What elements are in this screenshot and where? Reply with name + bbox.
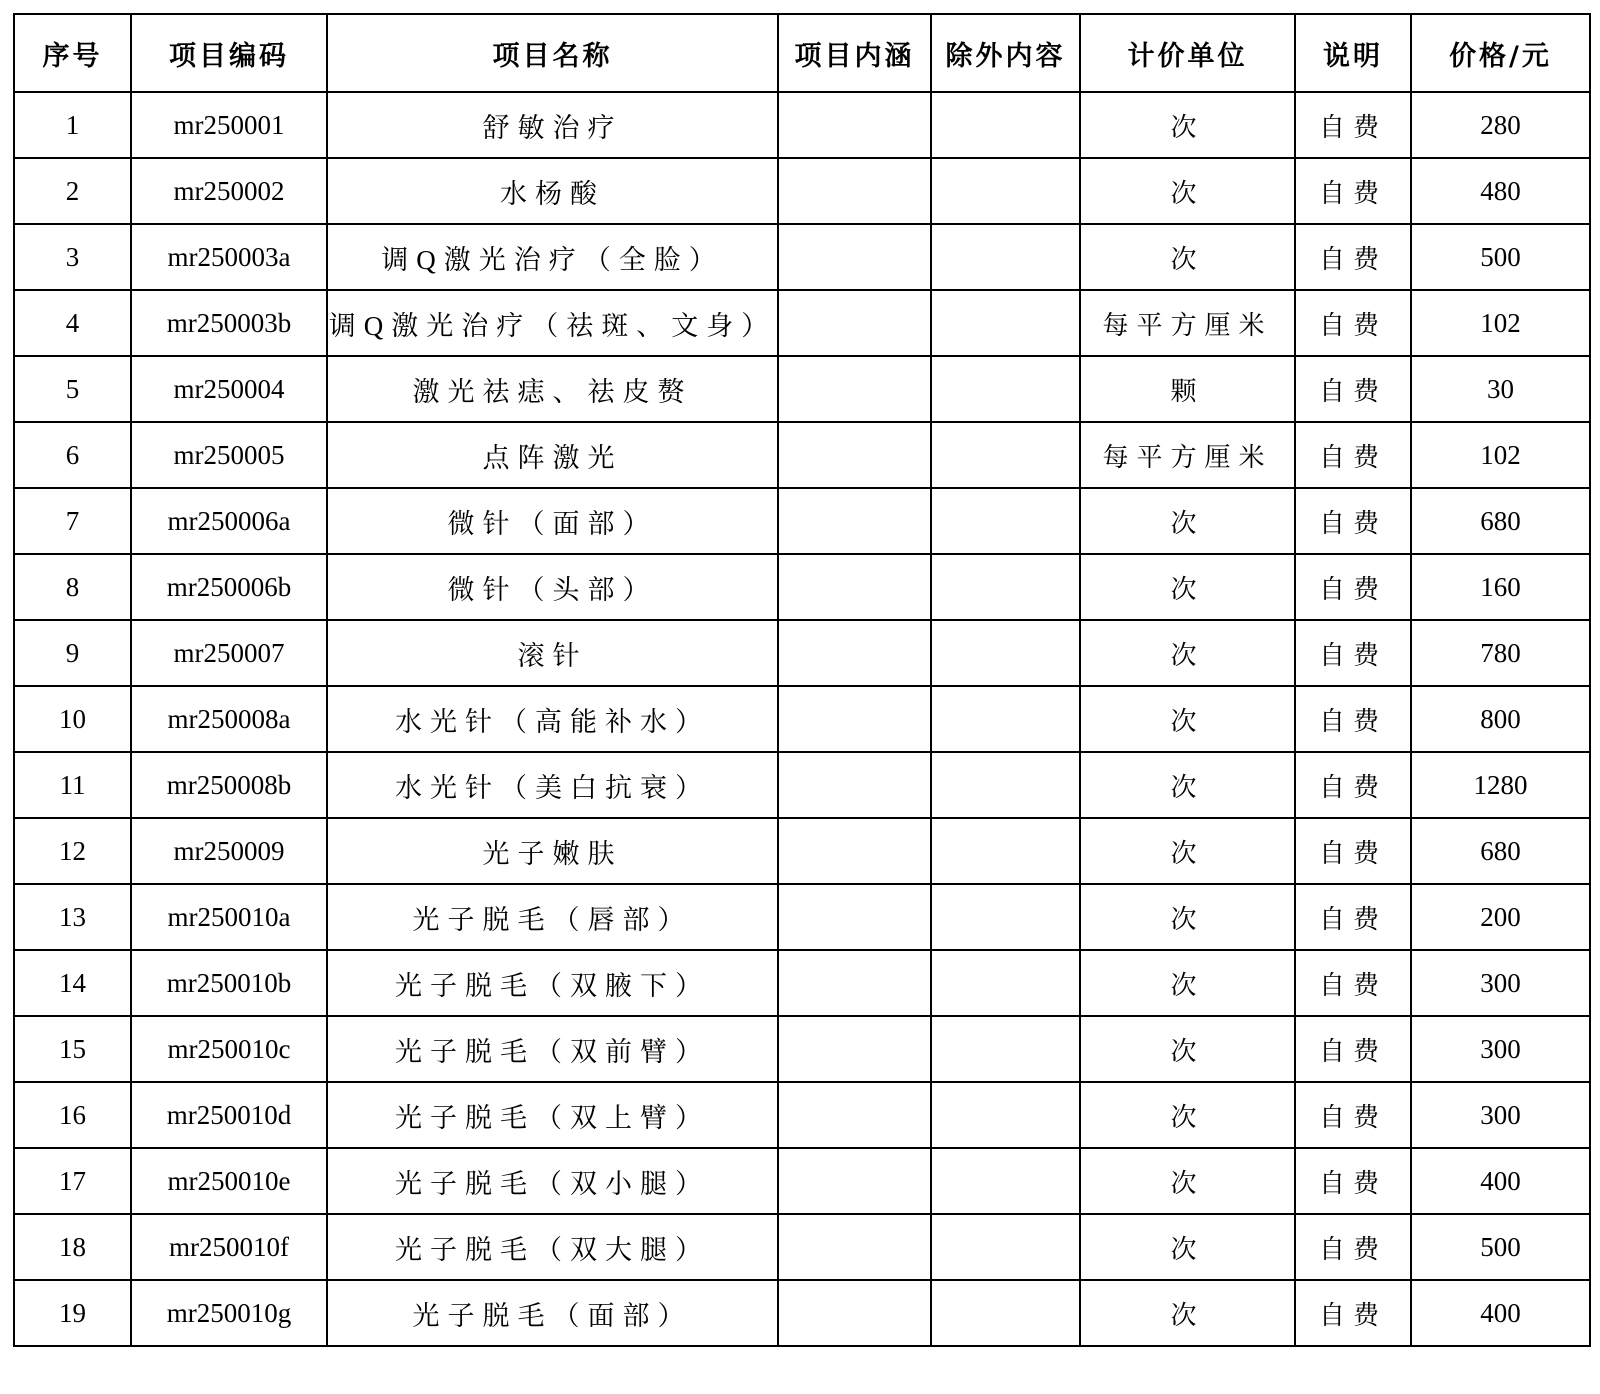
item-name-cell: 微针（头部）	[327, 554, 778, 620]
serial-number-cell: 16	[14, 1082, 131, 1148]
serial-number-cell: 8	[14, 554, 131, 620]
item-code-cell: mr250008a	[131, 686, 327, 752]
serial-number-cell: 19	[14, 1280, 131, 1346]
item-name-cell: 微针（面部）	[327, 488, 778, 554]
item-name-cell: 舒敏治疗	[327, 92, 778, 158]
table-row	[14, 620, 1590, 686]
table-row	[14, 1148, 1590, 1214]
note-cell: 自费	[1295, 92, 1411, 158]
excluded-content-cell	[931, 1148, 1080, 1214]
table-row	[14, 1280, 1590, 1346]
price-cell: 400	[1411, 1280, 1590, 1346]
price-table	[13, 13, 1591, 1347]
note-cell: 自费	[1295, 488, 1411, 554]
item-name-cell: 调Q激光治疗（全脸）	[327, 224, 778, 290]
item-name-cell: 激光祛痣、祛皮赘	[327, 356, 778, 422]
note-cell: 自费	[1295, 554, 1411, 620]
table-row	[14, 1016, 1590, 1082]
pricing-unit-cell: 次	[1080, 620, 1295, 686]
item-name-cell: 调Q激光治疗（祛斑、文身）	[327, 290, 778, 356]
serial-number-cell: 2	[14, 158, 131, 224]
header-serial-number: 序号	[14, 14, 131, 92]
table-row	[14, 158, 1590, 224]
pricing-unit-cell: 每平方厘米	[1080, 422, 1295, 488]
price-cell: 160	[1411, 554, 1590, 620]
item-content-cell	[778, 818, 931, 884]
header-note: 说明	[1295, 14, 1411, 92]
price-cell: 280	[1411, 92, 1590, 158]
item-content-cell	[778, 1148, 931, 1214]
excluded-content-cell	[931, 224, 1080, 290]
item-content-cell	[778, 1214, 931, 1280]
item-content-cell	[778, 686, 931, 752]
serial-number-cell: 15	[14, 1016, 131, 1082]
note-cell: 自费	[1295, 422, 1411, 488]
serial-number-cell: 3	[14, 224, 131, 290]
excluded-content-cell	[931, 1214, 1080, 1280]
item-content-cell	[778, 950, 931, 1016]
table-row	[14, 950, 1590, 1016]
serial-number-cell: 13	[14, 884, 131, 950]
serial-number-cell: 11	[14, 752, 131, 818]
pricing-unit-cell: 次	[1080, 818, 1295, 884]
table-row	[14, 92, 1590, 158]
price-cell: 300	[1411, 1016, 1590, 1082]
item-name-cell: 光子脱毛（双上臂）	[327, 1082, 778, 1148]
note-cell: 自费	[1295, 1082, 1411, 1148]
price-cell: 800	[1411, 686, 1590, 752]
item-code-cell: mr250001	[131, 92, 327, 158]
item-code-cell: mr250010a	[131, 884, 327, 950]
table-row	[14, 224, 1590, 290]
table-row	[14, 422, 1590, 488]
price-cell: 102	[1411, 290, 1590, 356]
note-cell: 自费	[1295, 1148, 1411, 1214]
item-code-cell: mr250002	[131, 158, 327, 224]
excluded-content-cell	[931, 1082, 1080, 1148]
item-content-cell	[778, 488, 931, 554]
item-code-cell: mr250010f	[131, 1214, 327, 1280]
item-name-cell: 光子脱毛（双前臂）	[327, 1016, 778, 1082]
item-content-cell	[778, 1016, 931, 1082]
price-cell: 500	[1411, 224, 1590, 290]
excluded-content-cell	[931, 422, 1080, 488]
note-cell: 自费	[1295, 752, 1411, 818]
item-code-cell: mr250010c	[131, 1016, 327, 1082]
note-cell: 自费	[1295, 950, 1411, 1016]
price-cell: 102	[1411, 422, 1590, 488]
excluded-content-cell	[931, 356, 1080, 422]
item-name-cell: 水光针（高能补水）	[327, 686, 778, 752]
note-cell: 自费	[1295, 356, 1411, 422]
table-row	[14, 884, 1590, 950]
excluded-content-cell	[931, 752, 1080, 818]
item-content-cell	[778, 422, 931, 488]
table-row	[14, 290, 1590, 356]
pricing-unit-cell: 次	[1080, 752, 1295, 818]
header-item-name: 项目名称	[327, 14, 778, 92]
table-row	[14, 752, 1590, 818]
pricing-unit-cell: 次	[1080, 686, 1295, 752]
item-content-cell	[778, 752, 931, 818]
price-cell: 500	[1411, 1214, 1590, 1280]
item-code-cell: mr250010g	[131, 1280, 327, 1346]
pricing-unit-cell: 次	[1080, 1082, 1295, 1148]
table-row	[14, 1214, 1590, 1280]
header-price: 价格/元	[1411, 14, 1590, 92]
excluded-content-cell	[931, 1280, 1080, 1346]
excluded-content-cell	[931, 884, 1080, 950]
serial-number-cell: 6	[14, 422, 131, 488]
excluded-content-cell	[931, 1016, 1080, 1082]
excluded-content-cell	[931, 950, 1080, 1016]
serial-number-cell: 5	[14, 356, 131, 422]
pricing-unit-cell: 次	[1080, 488, 1295, 554]
item-name-cell: 点阵激光	[327, 422, 778, 488]
header-pricing-unit: 计价单位	[1080, 14, 1295, 92]
note-cell: 自费	[1295, 1016, 1411, 1082]
table-body	[14, 92, 1590, 1346]
item-code-cell: mr250010b	[131, 950, 327, 1016]
item-content-cell	[778, 290, 931, 356]
item-content-cell	[778, 620, 931, 686]
item-code-cell: mr250010d	[131, 1082, 327, 1148]
note-cell: 自费	[1295, 1214, 1411, 1280]
serial-number-cell: 4	[14, 290, 131, 356]
pricing-unit-cell: 次	[1080, 554, 1295, 620]
note-cell: 自费	[1295, 686, 1411, 752]
note-cell: 自费	[1295, 224, 1411, 290]
price-cell: 480	[1411, 158, 1590, 224]
item-content-cell	[778, 224, 931, 290]
table-row	[14, 1082, 1590, 1148]
pricing-unit-cell: 次	[1080, 224, 1295, 290]
note-cell: 自费	[1295, 884, 1411, 950]
item-name-cell: 水杨酸	[327, 158, 778, 224]
price-cell: 1280	[1411, 752, 1590, 818]
header-excluded-content: 除外内容	[931, 14, 1080, 92]
excluded-content-cell	[931, 818, 1080, 884]
item-code-cell: mr250003a	[131, 224, 327, 290]
table-row	[14, 554, 1590, 620]
serial-number-cell: 7	[14, 488, 131, 554]
table-row	[14, 356, 1590, 422]
item-name-cell: 光子脱毛（双腋下）	[327, 950, 778, 1016]
note-cell: 自费	[1295, 818, 1411, 884]
price-cell: 200	[1411, 884, 1590, 950]
pricing-unit-cell: 次	[1080, 884, 1295, 950]
table-row	[14, 818, 1590, 884]
excluded-content-cell	[931, 686, 1080, 752]
item-content-cell	[778, 356, 931, 422]
pricing-unit-cell: 次	[1080, 1280, 1295, 1346]
serial-number-cell: 12	[14, 818, 131, 884]
item-code-cell: mr250009	[131, 818, 327, 884]
price-cell: 680	[1411, 488, 1590, 554]
item-name-cell: 滚针	[327, 620, 778, 686]
header-item-code: 项目编码	[131, 14, 327, 92]
item-code-cell: mr250010e	[131, 1148, 327, 1214]
pricing-unit-cell: 次	[1080, 92, 1295, 158]
price-cell: 30	[1411, 356, 1590, 422]
item-name-cell: 光子脱毛（面部）	[327, 1280, 778, 1346]
serial-number-cell: 10	[14, 686, 131, 752]
pricing-unit-cell: 每平方厘米	[1080, 290, 1295, 356]
excluded-content-cell	[931, 620, 1080, 686]
item-code-cell: mr250003b	[131, 290, 327, 356]
table-header-row	[14, 14, 1590, 92]
excluded-content-cell	[931, 290, 1080, 356]
pricing-unit-cell: 颗	[1080, 356, 1295, 422]
item-name-cell: 光子嫩肤	[327, 818, 778, 884]
excluded-content-cell	[931, 92, 1080, 158]
price-cell: 300	[1411, 950, 1590, 1016]
serial-number-cell: 1	[14, 92, 131, 158]
price-cell: 780	[1411, 620, 1590, 686]
item-name-cell: 水光针（美白抗衰）	[327, 752, 778, 818]
item-content-cell	[778, 884, 931, 950]
table-row	[14, 686, 1590, 752]
item-name-cell: 光子脱毛（唇部）	[327, 884, 778, 950]
pricing-unit-cell: 次	[1080, 1214, 1295, 1280]
note-cell: 自费	[1295, 290, 1411, 356]
pricing-unit-cell: 次	[1080, 1148, 1295, 1214]
item-content-cell	[778, 1280, 931, 1346]
pricing-unit-cell: 次	[1080, 158, 1295, 224]
excluded-content-cell	[931, 554, 1080, 620]
note-cell: 自费	[1295, 158, 1411, 224]
item-name-cell: 光子脱毛（双小腿）	[327, 1148, 778, 1214]
note-cell: 自费	[1295, 620, 1411, 686]
item-name-cell: 光子脱毛（双大腿）	[327, 1214, 778, 1280]
header-item-content: 项目内涵	[778, 14, 931, 92]
item-code-cell: mr250008b	[131, 752, 327, 818]
table-row	[14, 488, 1590, 554]
item-content-cell	[778, 158, 931, 224]
serial-number-cell: 18	[14, 1214, 131, 1280]
item-code-cell: mr250005	[131, 422, 327, 488]
item-code-cell: mr250007	[131, 620, 327, 686]
excluded-content-cell	[931, 158, 1080, 224]
serial-number-cell: 17	[14, 1148, 131, 1214]
price-cell: 300	[1411, 1082, 1590, 1148]
item-content-cell	[778, 1082, 931, 1148]
item-content-cell	[778, 554, 931, 620]
excluded-content-cell	[931, 488, 1080, 554]
pricing-unit-cell: 次	[1080, 950, 1295, 1016]
serial-number-cell: 9	[14, 620, 131, 686]
pricing-unit-cell: 次	[1080, 1016, 1295, 1082]
item-content-cell	[778, 92, 931, 158]
item-code-cell: mr250004	[131, 356, 327, 422]
item-code-cell: mr250006a	[131, 488, 327, 554]
price-cell: 400	[1411, 1148, 1590, 1214]
price-cell: 680	[1411, 818, 1590, 884]
note-cell: 自费	[1295, 1280, 1411, 1346]
serial-number-cell: 14	[14, 950, 131, 1016]
item-code-cell: mr250006b	[131, 554, 327, 620]
